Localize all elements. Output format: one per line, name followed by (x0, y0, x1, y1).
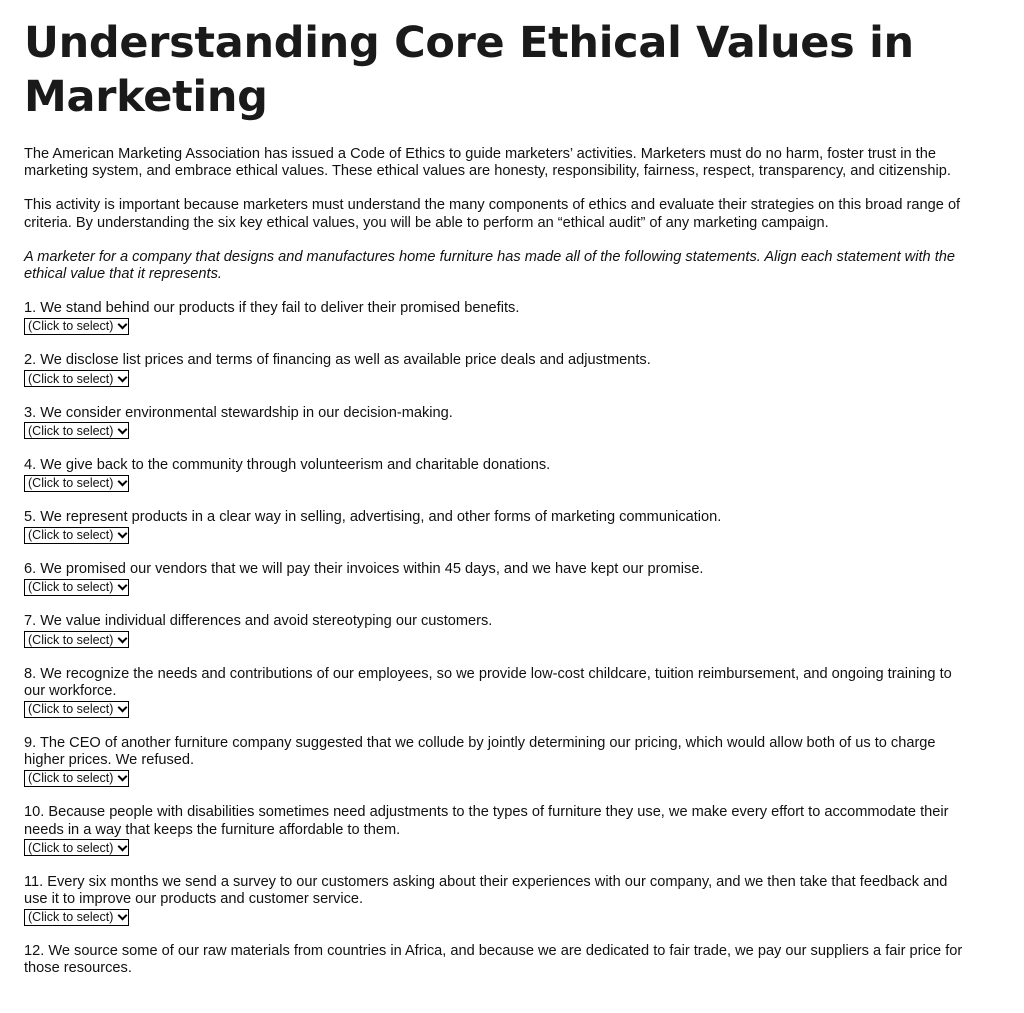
value-select-8[interactable] (24, 701, 129, 718)
select-label: (Click to select) (28, 319, 114, 334)
instructions: A marketer for a company that designs and manufactures home furniture has made all of the following statements. Align each statement with the ethical value that it represents. (24, 248, 955, 283)
chevron-down-icon (118, 636, 126, 644)
value-select-6[interactable] (24, 579, 129, 596)
value-select-11[interactable] (24, 909, 129, 926)
question-1 (24, 300, 964, 335)
select-label: (Click to select) (28, 580, 114, 595)
question-text: 8. We recognize the needs and contributions of our employees, so we provide low-cost childcare, tuition reimbursement, and ongoing training to our workforce. (24, 665, 952, 699)
question-7 (24, 613, 964, 648)
question-9 (24, 735, 964, 787)
question-8 (24, 666, 964, 718)
question-6 (24, 561, 964, 596)
question-text: 5. We represent products in a clear way in selling, advertising, and other forms of marketing communication. (24, 509, 722, 526)
chevron-down-icon (118, 322, 126, 330)
chevron-down-icon (118, 774, 126, 782)
value-select-4[interactable] (24, 475, 129, 492)
question-text: 12. We source some of our raw materials from countries in Africa, and because we are dedicated to fair trade, we pay our suppliers a fair price for those resources. (24, 943, 963, 977)
question-text: 1. We stand behind our products if they fail to deliver their promised benefits. (24, 300, 520, 317)
chevron-down-icon (118, 531, 126, 539)
question-text: 2. We disclose list prices and terms of financing as well as available price deals and adjustments. (24, 352, 651, 369)
value-select-7[interactable] (24, 631, 129, 648)
select-label: (Click to select) (28, 476, 114, 491)
question-text: 6. We promised our vendors that we will pay their invoices within 45 days, and we have kept our promise. (24, 561, 704, 578)
question-text: 11. Every six months we send a survey to our customers asking about their experiences with our company, and we then take that feedback and use it to improve our products and customer service. (24, 873, 948, 908)
select-label: (Click to select) (28, 371, 114, 386)
question-text: 10. Because people with disabilities sometimes need adjustments to the types of furniture they use, we make every effort to accommodate their needs in a way that keeps the furniture affordable to them. (24, 804, 949, 838)
chevron-down-icon (118, 913, 126, 921)
question-3 (24, 405, 964, 440)
select-label: (Click to select) (28, 910, 114, 925)
value-select-5[interactable] (24, 527, 129, 544)
select-label: (Click to select) (28, 771, 114, 786)
question-12 (24, 943, 964, 977)
question-4 (24, 457, 964, 492)
chevron-down-icon (118, 427, 126, 435)
chevron-down-icon (118, 375, 126, 383)
select-label: (Click to select) (28, 528, 114, 543)
chevron-down-icon (118, 583, 126, 591)
intro-paragraph: The American Marketing Association has issued a Code of Ethics to guide marketers’ activities. Marketers must do no harm, foster trust in the marketing system, and embrace ethical values. These ethical values are honesty, responsibility, fairness, respect, transparency, and citizenship. (24, 146, 951, 180)
question-11 (24, 874, 964, 926)
question-5 (24, 509, 964, 544)
value-select-3[interactable] (24, 422, 129, 439)
value-select-1[interactable] (24, 318, 129, 335)
chevron-down-icon (118, 479, 126, 487)
page-title: Understanding Core Ethical Values in Marketing (24, 18, 914, 122)
question-text: 7. We value individual differences and avoid stereotyping our customers. (24, 613, 493, 630)
select-label: (Click to select) (28, 423, 114, 438)
value-select-10[interactable] (24, 839, 129, 856)
value-select-2[interactable] (24, 370, 129, 387)
select-label: (Click to select) (28, 632, 114, 647)
question-text: 4. We give back to the community through volunteerism and charitable donations. (24, 456, 551, 473)
importance-paragraph: This activity is important because marketers must understand the many components of ethics and evaluate their strategies on this broad range of criteria. By understanding the six key ethical values, you will be able to perform an “ethical audit” of any marketing campaign. (24, 197, 961, 231)
question-text: 9. The CEO of another furniture company suggested that we collude by jointly determining our pricing, which would allow both of us to charge higher prices. We refused. (24, 735, 936, 769)
chevron-down-icon (118, 844, 126, 852)
question-text: 3. We consider environmental stewardship in our decision-making. (24, 404, 453, 421)
select-label: (Click to select) (28, 840, 114, 855)
chevron-down-icon (118, 705, 126, 713)
select-label: (Click to select) (28, 702, 114, 717)
question-2 (24, 352, 964, 387)
question-10 (24, 804, 964, 856)
value-select-9[interactable] (24, 770, 129, 787)
